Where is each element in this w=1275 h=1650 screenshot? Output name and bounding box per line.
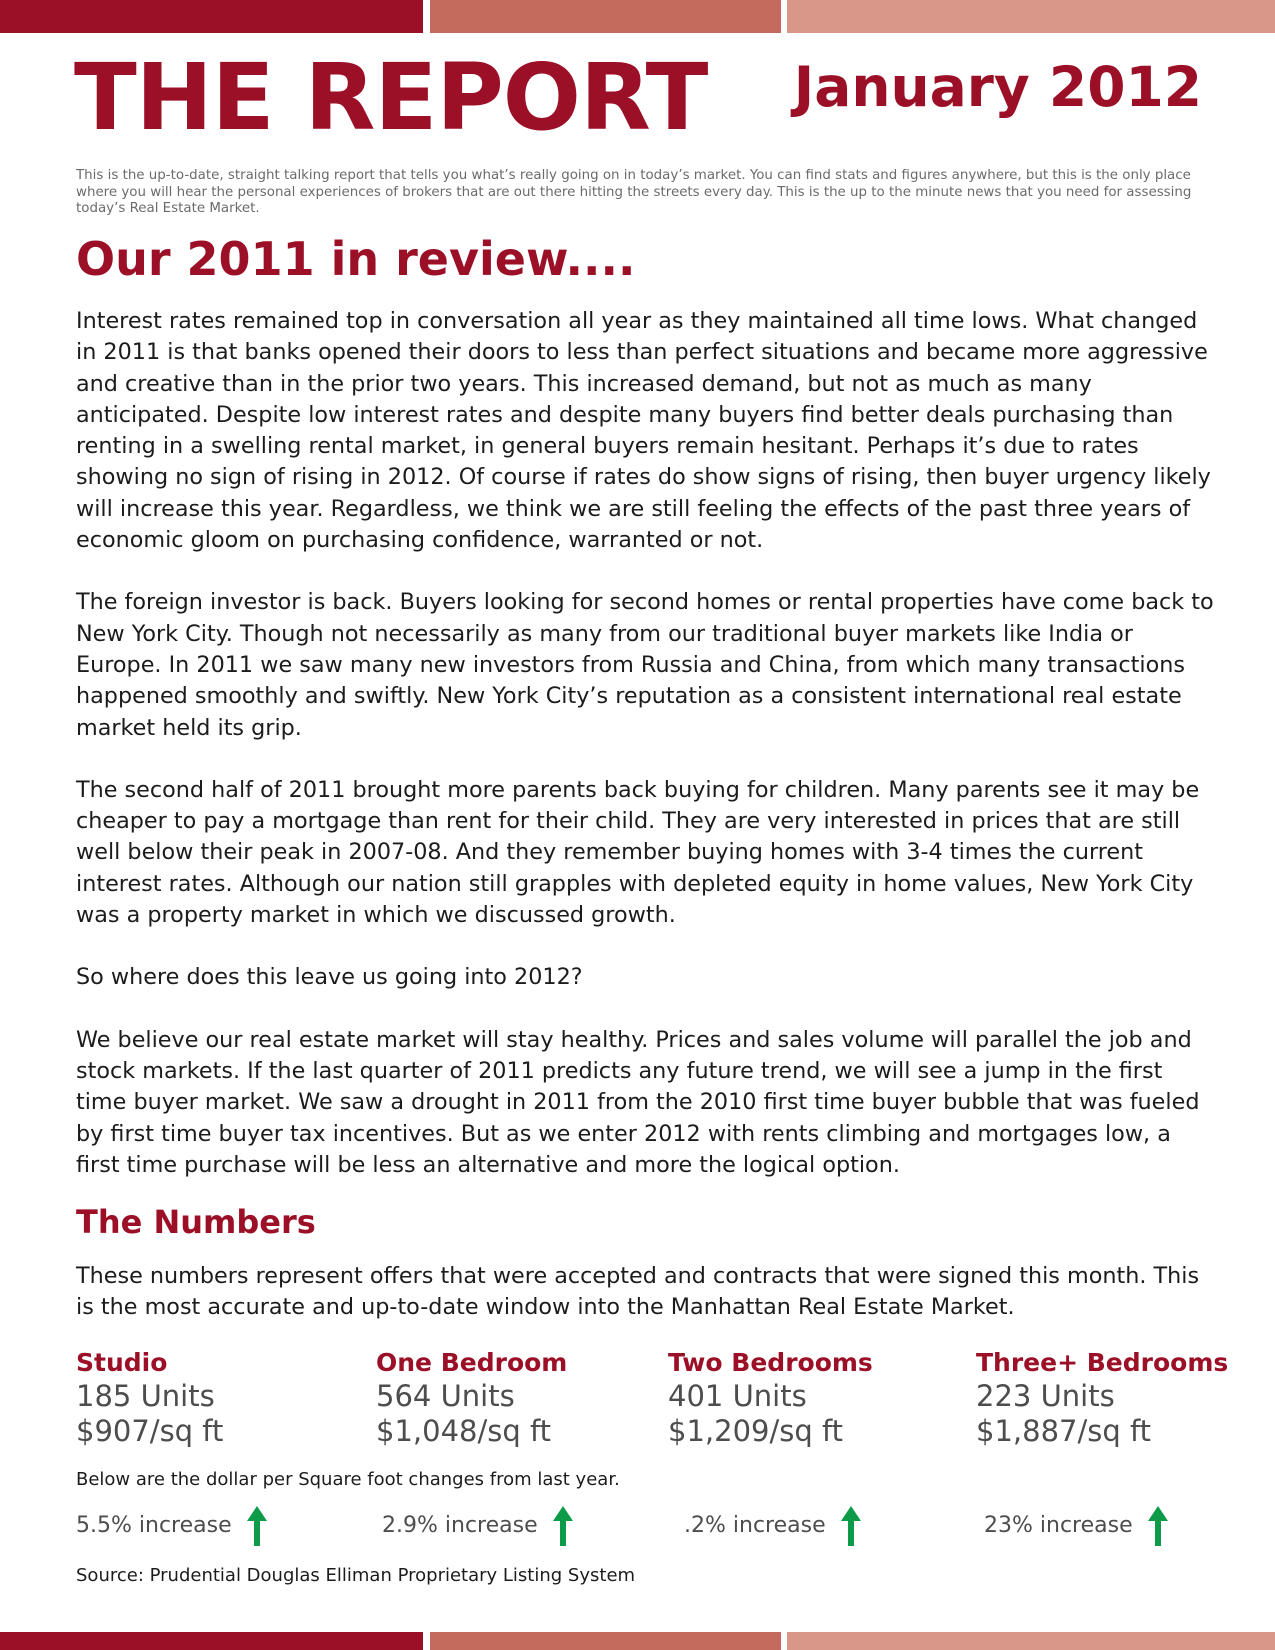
change-two-bedrooms [684, 1506, 862, 1546]
review-body [76, 306, 1216, 1212]
bottom-bar-segment-3 [787, 1632, 1275, 1650]
unit-count: 185 Units [76, 1379, 215, 1413]
source-note: Source: Prudential Douglas Elliman Proprietary Listing System [76, 1565, 636, 1586]
review-paragraph: The foreign investor is back. Buyers looking for second homes or rental properties have come back to New York City. Though not necessarily as many from our traditional buyer markets like India or Europe. In 2011 we saw many new investors from Russia and China, from which many transactions happened smoothly and swiftly. New York City’s reputation as a consistent international real estate market held its grip. [76, 589, 1214, 741]
change-one-bedroom [382, 1506, 574, 1546]
change-label: 23% increase [984, 1513, 1133, 1538]
unit-price: $907/sq ft [76, 1414, 224, 1448]
review-paragraph: We believe our real estate market will stay healthy. Prices and sales volume will parallel the job and stock markets. If the last quarter of 2011 predicts any future trend, we will see a jump in the first time buyer market. We saw a drought in 2011 from the 2010 first time buyer bubble that was fueled by first time buyer tax incentives. But as we enter 2012 with rents climbing and mortgages low, a first time purchase will be less an alternative and more the logical option. [76, 1026, 1200, 1178]
review-paragraph: Interest rates remained top in conversation all year as they maintained all time lows. What changed in 2011 is that banks opened their doors to less than perfect situations and became more aggressive and creative than in the prior two years. This increased demand, but not as much as many anticipated. Despite low interest rates and despite many buyers find better deals purchasing than renting in a swelling rental market, in general buyers remain hesitant. Perhaps it’s due to rates showing no sign of rising in 2012. Of course if rates do show signs of rising, then buyer urgency likely will increase this year. Regardless, we think we are still feeling the effects of the past three years of economic gloom on purchasing confidence, warranted or not. [76, 308, 1211, 554]
bottom-bar-segment-1 [0, 1632, 423, 1650]
unit-three-plus-bedrooms [976, 1347, 1228, 1449]
bottom-bar-segment-2 [430, 1632, 781, 1650]
review-heading: Our 2011 in review.... [76, 232, 636, 286]
unit-two-bedrooms [668, 1347, 873, 1449]
numbers-intro: These numbers represent offers that were accepted and contracts that were signed this month. This is the most accurate and up-to-date window into the Manhattan Real Estate Market. [76, 1263, 1200, 1321]
unit-price: $1,209/sq ft [668, 1414, 844, 1448]
unit-name: One Bedroom [376, 1348, 568, 1377]
unit-name: Two Bedrooms [668, 1348, 873, 1377]
numbers-heading: The Numbers [76, 1203, 316, 1241]
top-bar-segment-2 [430, 0, 781, 33]
report-intro: This is the up-to-date, straight talking report that tells you what’s really going on in today’s market. You can find stats and figures anywhere, but this is the only place where you will hear the personal experiences of brokers that are out there hitting the streets every day. This is the up to the minute news that you need for assessing today’s Real Estate Market. [76, 168, 1192, 216]
change-label: 2.9% increase [382, 1513, 538, 1538]
unit-price: $1,887/sq ft [976, 1414, 1152, 1448]
review-paragraph: The second half of 2011 brought more parents back buying for children. Many parents see it may be cheaper to pay a mortgage than rent for their child. They are very interested in prices that are still well below their peak in 2007-08. And they remember buying homes with 3-4 times the current interest rates. Although our nation still grapples with depleted equity in home values, New York City was a property market in which we discussed growth. [76, 776, 1200, 929]
unit-one-bedroom [376, 1347, 567, 1449]
arrow-up-icon [552, 1506, 574, 1546]
unit-studio [76, 1347, 223, 1449]
issue-date: January 2012 [793, 55, 1202, 119]
arrow-up-icon [840, 1506, 862, 1546]
unit-price: $1,048/sq ft [376, 1414, 552, 1448]
report-title: THE REPORT [74, 44, 708, 151]
arrow-up-icon [246, 1506, 268, 1546]
changes-note: Below are the dollar per Square foot changes from last year. [76, 1469, 620, 1490]
top-bar-segment-1 [0, 0, 423, 33]
change-label: .2% increase [684, 1513, 826, 1538]
change-studio [76, 1506, 268, 1546]
unit-name: Studio [76, 1348, 168, 1377]
change-label: 5.5% increase [76, 1513, 232, 1538]
unit-count: 223 Units [976, 1379, 1115, 1413]
unit-count: 401 Units [668, 1379, 807, 1413]
unit-name: Three+ Bedrooms [976, 1348, 1229, 1377]
top-bar-segment-3 [787, 0, 1275, 33]
unit-count: 564 Units [376, 1379, 515, 1413]
arrow-up-icon [1147, 1506, 1169, 1546]
change-three-plus-bedrooms [984, 1506, 1169, 1546]
review-paragraph: So where does this leave us going into 2012? [76, 964, 583, 991]
